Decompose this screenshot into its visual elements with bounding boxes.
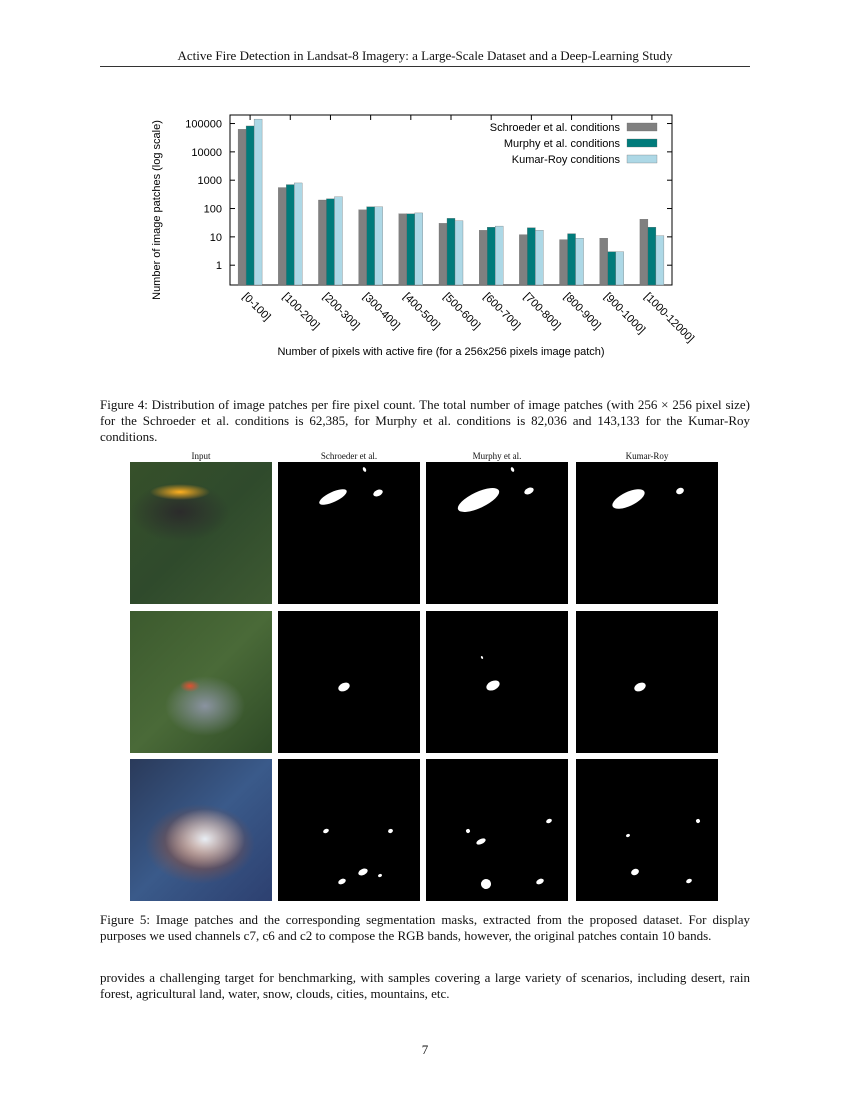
- x-tick-label: [200-300]: [320, 290, 362, 332]
- bar: [495, 226, 503, 285]
- fire-pixel-region: [545, 818, 552, 824]
- legend-swatch: [627, 155, 657, 163]
- fire-pixel-region: [322, 828, 329, 834]
- bar: [600, 238, 608, 285]
- bar: [455, 221, 463, 285]
- bar: [407, 214, 415, 285]
- fire-pixel-region: [675, 487, 685, 496]
- bar: [399, 214, 407, 285]
- bar: [608, 252, 616, 285]
- bar: [278, 188, 286, 285]
- fire-pixel-region: [610, 485, 648, 512]
- header-rule: [100, 66, 750, 67]
- bar: [560, 240, 568, 285]
- fire-pixel-region: [317, 486, 348, 508]
- bar: [334, 197, 342, 285]
- bar: [640, 219, 648, 285]
- fire-pixel-region: [485, 678, 501, 692]
- bar: [479, 230, 487, 285]
- legend-swatch: [627, 139, 657, 147]
- x-tick-label: [600-700]: [481, 290, 523, 332]
- y-tick-label: 100: [203, 203, 222, 216]
- segmentation-mask-image: [278, 611, 420, 753]
- x-tick-label: [0-100]: [239, 290, 273, 324]
- legend-label: Schroeder et al. conditions: [489, 122, 620, 134]
- x-tick-label: [500-600]: [440, 290, 483, 332]
- bar: [535, 230, 543, 285]
- bar: [576, 238, 584, 285]
- bar: [367, 207, 375, 285]
- fire-pixel-region: [695, 818, 700, 823]
- bar: [254, 119, 262, 285]
- fire-pixel-region: [510, 467, 515, 473]
- segmentation-mask-image: [576, 611, 718, 753]
- bar: [359, 210, 367, 285]
- fire-pixel-region: [357, 867, 369, 877]
- column-label-murphy: Murphy et al.: [472, 451, 522, 461]
- segmentation-mask-image: [426, 462, 568, 604]
- y-tick-label: 10: [209, 231, 222, 244]
- bar: [286, 185, 294, 285]
- fire-pixel-region: [337, 878, 346, 886]
- x-tick-label: [300-400]: [360, 290, 402, 332]
- bar: [447, 218, 455, 285]
- fire-pixel-region: [465, 828, 470, 833]
- legend-label: Kumar-Roy conditions: [511, 154, 620, 166]
- bar: [656, 236, 664, 285]
- bar: [326, 199, 334, 285]
- fire-pixel-region: [372, 488, 384, 498]
- fire-pixel-region: [480, 656, 483, 660]
- legend-label: Murphy et al. conditions: [503, 138, 620, 150]
- bar: [519, 235, 527, 285]
- x-tick-label: [800-900]: [561, 290, 603, 332]
- segmentation-mask-image: [426, 759, 568, 901]
- segmentation-mask-image: [426, 611, 568, 753]
- y-tick-label: 1000: [197, 175, 222, 188]
- y-tick-label: 1: [215, 260, 222, 273]
- bar: [246, 126, 254, 285]
- fire-pixel-region: [626, 833, 631, 837]
- input-patch-image: [130, 462, 272, 604]
- segmentation-mask-image: [278, 759, 420, 901]
- fire-pixel-region: [378, 873, 383, 877]
- fire-pixel-region: [523, 486, 535, 496]
- column-label-kumar-roy: Kumar-Roy: [625, 451, 669, 461]
- x-tick-label: [400-500]: [400, 290, 443, 332]
- bar: [294, 183, 302, 285]
- segmentation-mask-image: [576, 462, 718, 604]
- fire-pixel-region: [685, 878, 692, 884]
- x-axis-label: Number of pixels with active fire (for a 256x256 pixels image patch): [277, 346, 605, 358]
- bar-chart: [145, 100, 705, 360]
- bar: [527, 228, 535, 285]
- input-patch-image: [130, 759, 272, 901]
- bar: [318, 200, 326, 285]
- x-tick-label: [900-1000]: [601, 290, 648, 337]
- x-tick-label: [700-800]: [521, 290, 563, 332]
- column-label-schroeder: Schroeder et al.: [320, 451, 378, 461]
- y-tick-label: 100000: [185, 118, 222, 131]
- fire-pixel-region: [475, 837, 486, 846]
- bar: [375, 207, 383, 285]
- x-tick-label: [100-200]: [280, 290, 322, 332]
- bar: [238, 129, 246, 285]
- running-header: Active Fire Detection in Landsat-8 Imagery: a Large-Scale Dataset and a Deep-Learning Study: [177, 48, 673, 63]
- figure-4-caption: Figure 4: Distribution of image patches per fire pixel count. The total number of image patches (with 256 × 256 pixel size) for the Schroeder et al. conditions is 62,385, for Murphy et al. conditions is 82,036 and 143,133 for the Kumar-Roy conditions.: [100, 397, 750, 444]
- bar: [648, 227, 656, 285]
- y-tick-label: 10000: [191, 146, 222, 159]
- segmentation-mask-image: [278, 462, 420, 604]
- fire-pixel-region: [479, 877, 492, 890]
- fire-pixel-region: [633, 681, 647, 693]
- fire-pixel-region: [362, 467, 367, 473]
- figure-5-caption: Figure 5: Image patches and the corresponding segmentation masks, extracted from the proposed dataset. For display purposes we used channels c7, c6 and c2 to compose the RGB bands, however, the original patches contain 10 bands.: [100, 912, 750, 943]
- page-number: 7: [421, 1042, 429, 1057]
- segmentation-mask-image: [576, 759, 718, 901]
- fire-pixel-region: [337, 681, 351, 693]
- bar: [415, 213, 423, 285]
- column-label-input: Input: [191, 451, 211, 461]
- x-tick-label: [1000-12000]: [641, 290, 697, 345]
- fire-pixel-region: [535, 878, 544, 886]
- input-patch-image: [130, 611, 272, 753]
- bar: [487, 227, 495, 285]
- fire-pixel-region: [630, 868, 640, 877]
- y-axis-label: Number of image patches (log scale): [151, 120, 163, 300]
- fire-pixel-region: [455, 483, 503, 517]
- bar: [568, 234, 576, 285]
- body-paragraph: provides a challenging target for benchmarking, with samples covering a large variety of scenarios, including desert, rain forest, agricultural land, water, snow, clouds, cities, mountains, etc.: [100, 970, 750, 1001]
- bar: [439, 223, 447, 285]
- fire-pixel-region: [387, 828, 393, 834]
- legend-swatch: [627, 123, 657, 131]
- bar: [616, 252, 624, 285]
